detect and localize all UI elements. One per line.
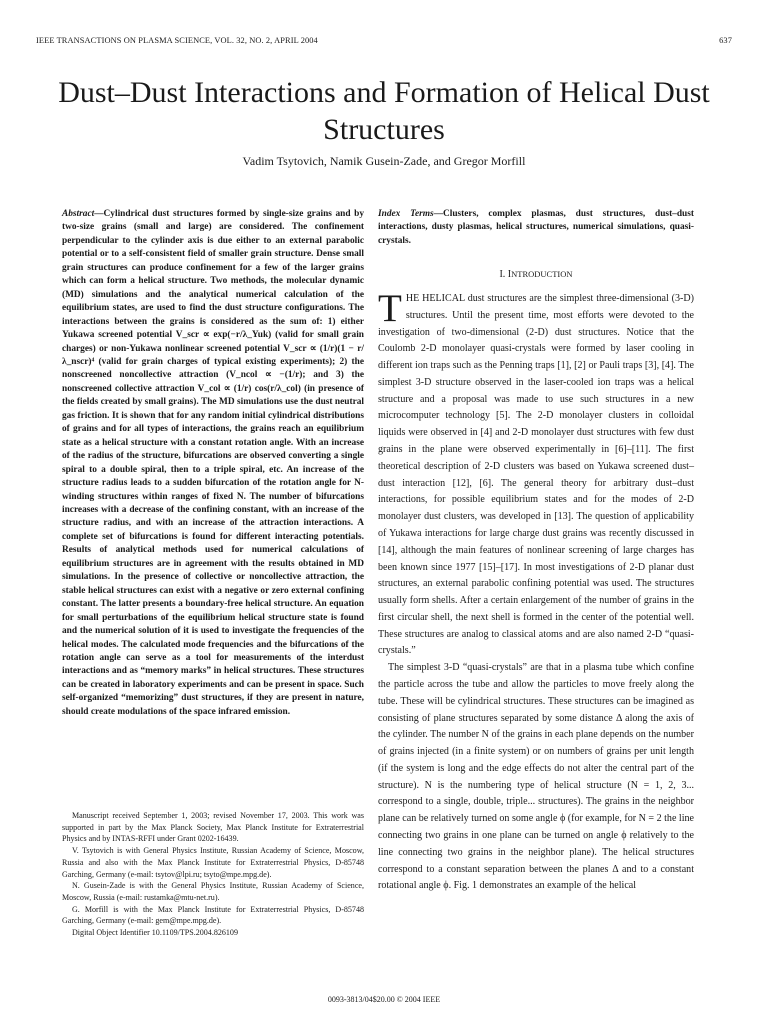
- footnotes: [62, 810, 364, 939]
- footnote-gusein-zade: N. Gusein-Zade is with the General Physics Institute, Russian Academy of Science, Moscow, Russia (e-mail: rustamka@mtu-net.ru).: [62, 881, 364, 902]
- intro-paragraph-1-text: HE HELICAL dust structures are the simplest three-dimensional (3-D) structures. Until the present time, most efforts were devoted to the investigation of two-dimensional (2-D) dust structures. Notice that the Coulomb 2-D monolayer quasi-crystals were formed by laser cooling in different ion traps such as the Penning traps [1], [2] or Pauli traps [3], [4]. The simplest 3-D structure observed in the laser-cooled ion traps was a helical structure and a proposal was made to use such structures in a new microcomputer technology [5]. The 2-D monolayer clusters in colloidal liquids were observed in [4] and 2-D monolayer dust structures with few dust grains in the plane were observed experimentally in [6]–[11]. The first theoretical description of 2-D clusters was based on Yukawa screened dust–dust interaction [12], [6]. The general theory for arbitrary dust–dust interactions, for possible equilibrium states and for the modes of 2-D monolayer dust clusters, was developed in [13]. The question of applicability of Yukawa interactions for large charge dust grains was recently discussed in [14], although the main features of nonlinear screening of large charges has been known since 1977 [15]–[17]. In most investigations of 2-D planar dust structures, an external parabolic confining potential was used. The structures usually form shells. After a certain enlargement of the number of grains in the first circular shell, the next shell is formed in the center of the potential well. These structures are analog to classical atoms and are also named 2-D “quasi-crystals.”: [378, 293, 694, 657]
- author-list: Vadim Tsytovich, Namik Gusein-Zade, and Gregor Morfill: [242, 154, 526, 168]
- index-terms-label: Index Terms: [378, 209, 434, 219]
- introduction-body: [378, 287, 694, 895]
- section-title-initial: I: [507, 269, 512, 280]
- copyright-footer: 0093-3813/04$20.00 © 2004 IEEE: [327, 995, 441, 1004]
- section-title-rest: NTRODUCTION: [511, 269, 573, 279]
- section-number: I.: [499, 269, 506, 280]
- journal-name: IEEE TRANSACTIONS ON PLASMA SCIENCE, VOL. 32, NO. 2, APRIL 2004: [36, 36, 318, 45]
- page-number: 637: [719, 36, 732, 45]
- intro-paragraph-1: [378, 287, 694, 660]
- abstract: [62, 208, 364, 719]
- footnote-doi: Digital Object Identifier 10.1109/TPS.2004.826109: [72, 928, 238, 938]
- drop-cap: T: [378, 287, 402, 330]
- abstract-text: —Cylindrical dust structures formed by single-size grains and by two-size grains (small and large) are considered. The confinement perpendicular to the cylinder axis is due either to an external parabolic potential or to a self-consistent field of smaller grain structure. Dense small grain structures can produce confinement for a few of the larger grains which can form a helical structure. Two methods, the molecular dynamic (MD) simulations and the analytical numerical calculation of the equilibrium states, are used to find the dust structure configurations. The interactions between the grains is considered as the sum of: 1) either Yukawa screened potential V_scr ∝ exp(−r/λ_Yuk) (valid for small grain charges) or non-Yukawa nonlinear screened potential V_scr ∝ (1/r)(1 − r/λ_nscr)⁴ (valid for grain charges of typical existing experiments); 2) the nonscreened noncollective attraction (V_ncol ∝ −(1/r); and 3) the nonscreened collective attraction V_col ∝ (1/r) cos(r/λ_col) (in presence of the fields created by small grains). The MD simulations use the dust neutral gas friction. It is shown that for any random initial cylindrical distributions of grains and for all types of interactions, the grains reach an equilibrium state as a helical structure with a constant rotation angle. With an increase of the radius of the structure, bifurcations are observed converting a single spiral to a double spiral, then to a triple spiral, etc. An increase of the structure radius leads to a sudden bifurcation of the rotation angle for N-winding structures within ranges of fixed N. The number of bifurcations increases with a decrease of the confining constant, with an increase of the structure radius, and with an increase of the attraction interactions. A complete set of bifurcations is found for different interacting potentials. Results of analytical methods used for numerical calculations of equilibrium structures are in agreement with the results obtained in MD simulations. In the presence of collective or noncollective attraction, the stable helical structures can exist with a negative or zero external confining constant. The latter presents a boundary-free helical structure. An equation for small perturbations of the equilibrium helical structure state is found and the numerical solution of it is used to investigate the frequencies of the helical modes. The calculated mode frequencies and the bifurcations of the rotation angle can serve as a tool for measurements of the interdust interactions and as “memory marks” in helical structures. These structures can be created in laboratory experiments and can be present in space. Such self-organized “memorizing” dust structures, if they are present in nature, should create modulations of the space infrared emission.: [62, 209, 364, 717]
- abstract-label: Abstract: [62, 209, 95, 219]
- footnote-morfill: G. Morfill is with the Max Planck Institute for Extraterrestrial Physics, D-85748 Garching, Germany (e-mail: gem@mpe.mpg.de).: [62, 904, 364, 926]
- index-terms-text: —Clusters, complex plasmas, dust structures, dust–dust interactions, dusty plasmas, helical structures, numerical simulations, quasi-crystals.: [378, 209, 694, 246]
- index-terms: [378, 208, 694, 248]
- intro-paragraph-2: The simplest 3-D “quasi-crystals” are that in a plasma tube which confine the particle across the tube and allow the particles to move freely along the tube. These will be cylindrical structures. These structures can be imagined as consisting of plane structures separated by some distance Δ along the axis of the cylinder. The number N of the grains in each plane depends on the number of grains injected (in a finite system) or on numbers of grains per unit length (if the system is long and the edge effects do not alter the central part of the structure). N is the numbering type of helical structure (N = 1, 2, 3... correspond to a single, double, triple... structures). The grains in the neighbor plane can be relatively turned on some angle ϕ (for example, for N = 2 the line connecting two grains in one plane can be turned on angle ϕ relatively to the line connecting two grains in the neighbor plane). The helical structures correspond to a constant separation between the planes Δ and to a constant rotational angle ϕ. Fig. 1 demonstrates an example of the helical: [378, 662, 694, 892]
- footnote-manuscript: Manuscript received September 1, 2003; revised November 17, 2003. This work was supported in part by the Max Planck Society, Max Planck Institute for Extraterrestrial Physics and by INTAS-RFFI under Grant 0202-16439.: [62, 811, 364, 844]
- section-heading: [378, 269, 694, 280]
- running-header: [36, 36, 732, 45]
- paper-title: Dust–Dust Interactions and Formation of Helical Dust Structures: [58, 76, 710, 146]
- footnote-tsytovich: V. Tsytovich is with General Physics Institute, Russian Academy of Science, Moscow, Russia and also with the Max Planck Institute for Extraterrestrial Physics, D-85748 Garching, Germany (e-mail: tsytov@lpi.ru; tsyto@mpe.mpg.de).: [62, 846, 364, 879]
